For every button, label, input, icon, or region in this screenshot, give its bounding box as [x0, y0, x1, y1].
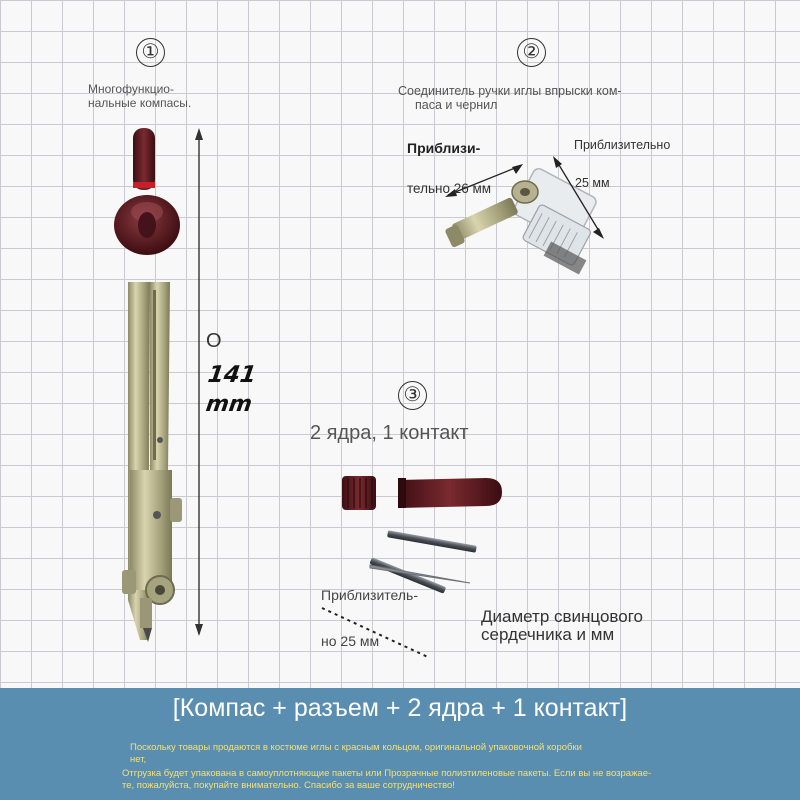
banner-title: [Компас + разъем + 2 ядра + 1 контакт] [172, 694, 628, 722]
packaging-note-1-line2: нет, [130, 754, 147, 765]
section-1-number: ① [136, 38, 165, 67]
section-2-caption [398, 84, 622, 112]
connector-length-label-line2: тельно 26 мм [407, 181, 492, 196]
section-1-caption-line2: нальные компасы. [88, 96, 192, 110]
section-1-caption [88, 82, 191, 110]
section-2-number: ② [517, 38, 546, 67]
connector-image [444, 156, 604, 274]
lead-diameter-label [481, 608, 643, 644]
connector-width-label-line1: Приблизительно [574, 138, 671, 152]
connector-length-label-line1: Приблизи- [407, 140, 481, 156]
section-3-caption: 2 ядра, 1 контакт [310, 422, 469, 444]
packaging-note-1 [130, 742, 582, 766]
lead-diameter-label-line1: Диаметр свинцового [481, 607, 643, 626]
lead-diameter-label-line2: сердечника и мм [481, 625, 615, 644]
packaging-note-2-line2: те, пожалуйста, покупайте внимательно. Спасибо за ваше сотрудничество! [122, 780, 455, 791]
dimension-unit: mm [204, 392, 254, 417]
section-2-caption-line1: Соединитель ручки иглы впрыски ком- [398, 84, 622, 98]
section-2-caption-line2: паса и чернил [415, 98, 498, 112]
packaging-note-2 [122, 768, 651, 792]
section-1-caption-line1: Многофункцио- [88, 82, 174, 96]
lead-length-label-line2: но 25 мм [321, 633, 380, 649]
packaging-note-2-line1: Отгрузка будет упакована в самоуплотняющие пакеты или Прозрачные полиэтиленовые пакеты. Если вы не возражае- [122, 768, 652, 779]
compass-image [114, 128, 203, 642]
packaging-note-1-line1: Поскольку товары продаются в костюме иглы с красным кольцом, оригинальной упаковочной коробки [130, 742, 582, 753]
connector-width-label-line2: 25 мм [575, 176, 610, 190]
lead-length-label-line1: Приблизитель- [321, 587, 418, 603]
dimension-prefix: О [206, 330, 222, 352]
dimension-value: 141 [206, 362, 258, 388]
parts-image [322, 476, 502, 658]
section-3-number: ③ [398, 381, 427, 410]
